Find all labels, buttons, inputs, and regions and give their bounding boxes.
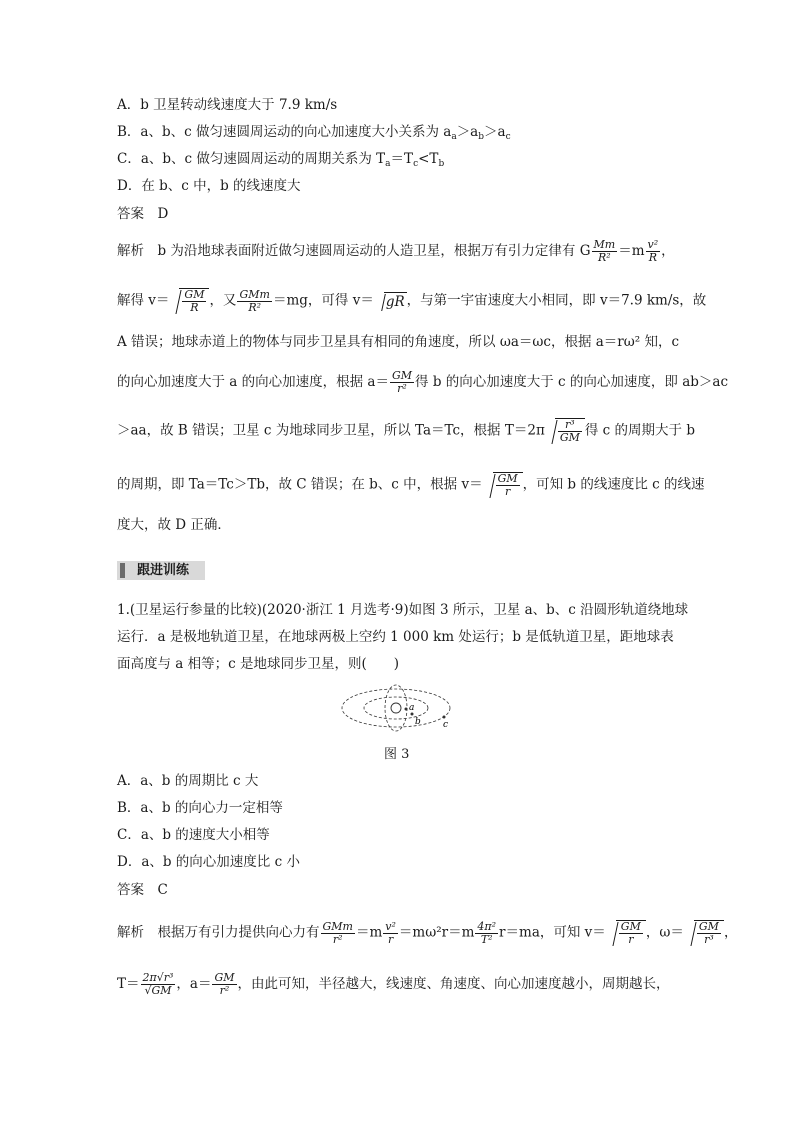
orbit-figure: [340, 683, 460, 733]
analysis-2-line-2: T＝ $\frac{\text{2π√r³}}{√GM}$ ，a＝ $\frac{GM}{\text{r²}}$ ，由此可知，半径越大，线速度、角速度、向心加速度越小，周期越长，: [117, 971, 670, 997]
question-2-line-2: 运行．a 是极地轨道卫星，在地球两极上空约 1 000 km 处运行；b 是低轨道卫星，距地球表: [117, 629, 674, 645]
analysis-2-line-1: 解析 根据万有引力提供向心力有 $\frac{\text{GMm}}{\text{r²}}$ ＝m $\frac{\text{v²}}{r}$ ＝mω²r＝m $\frac{\text{4π²}}{\text{T²}}$ r＝ma，可知 v＝ $\frac{GM}{r}$ ，ω＝ $\frac{GM}{\text{r³}}$ ，: [117, 919, 738, 946]
option-a: A．b 卫星转动线速度大于 7.9 km/s: [117, 97, 338, 113]
q2-option-b: B．a、b 的向心力一定相等: [117, 800, 283, 816]
figure-caption: 图 3: [384, 747, 410, 762]
q2-option-a: A．a、b 的周期比 c 大: [117, 773, 259, 789]
question-2-line-3: 面高度与 a 相等；c 是地球同步卫星，则( ): [117, 656, 400, 672]
analysis-1-line-2: 解得 v＝ $\frac{GM}{R}$ ，又 $\frac{\text{GMm}}{\text{R²}}$ ＝mg，可得 v＝ gR ，与第一宇宙速度大小相同，即 v＝7.9 km/s，故: [117, 287, 707, 314]
question-2-line-1: 1.(卫星运行参量的比较)(2020·浙江 1 月选考·9)如图 3 所示，卫星 a、b、c 沿圆形轨道绕地球: [117, 602, 689, 618]
answer-2: 答案 C: [117, 882, 168, 898]
option-d: D．在 b、c 中，b 的线速度大: [117, 178, 301, 194]
banner-title: 跟进训练: [137, 563, 190, 578]
analysis-1-line-7: 度大，故 D 正确．: [117, 517, 231, 533]
banner-bar: [120, 563, 125, 578]
analysis-1-line-1: 解析 b 为沿地球表面附近做匀速圆周运动的人造卫星，根据万有引力定律有 G $\frac{Mm}{\text{R²}}$ ＝m $\frac{\text{v²}}{R}$ ，: [117, 238, 675, 264]
figure-label-b: b: [415, 717, 421, 727]
option-b: B．a、b、c 做匀速圆周运动的向心加速度大小关系为 $a_a>a_b>a_c$: [117, 124, 511, 142]
analysis-1-line-5: ＞aa，故 B 错误；卫星 c 为地球同步卫星，所以 Ta＝Tc，根据 T＝2π $\frac{\text{r³}}{GM}$ 得 c 的周期大于 b: [117, 418, 695, 444]
analysis-1-line-4: 的向心加速度大于 a 的向心加速度，根据 a＝ $\frac{GM}{\text{r²}}$ 得 b 的向心加速度大于 c 的向心加速度，即 ab＞ac: [117, 369, 729, 395]
section-banner: [117, 561, 205, 580]
figure-label-a: a: [409, 703, 415, 713]
answer-1: 答案 D: [117, 206, 169, 222]
option-c: C．a、b、c 做匀速圆周运动的周期关系为 $T_a=T_c<T_b$: [117, 151, 445, 169]
analysis-1-line-3: A 错误；地球赤道上的物体与同步卫星具有相同的角速度，所以 ωa＝ωc，根据 a＝rω² 知，c: [117, 334, 680, 350]
q2-option-c: C．a、b 的速度大小相等: [117, 827, 270, 843]
analysis-1-line-6: 的周期，即 Ta＝Tc＞Tb，故 C 错误；在 b、c 中，根据 v＝ $\frac{GM}{r}$ ，可知 b 的线速度比 c 的线速: [117, 472, 705, 498]
q2-option-d: D．a、b 的向心加速度比 c 小: [117, 854, 300, 870]
figure-label-c: c: [443, 720, 449, 730]
